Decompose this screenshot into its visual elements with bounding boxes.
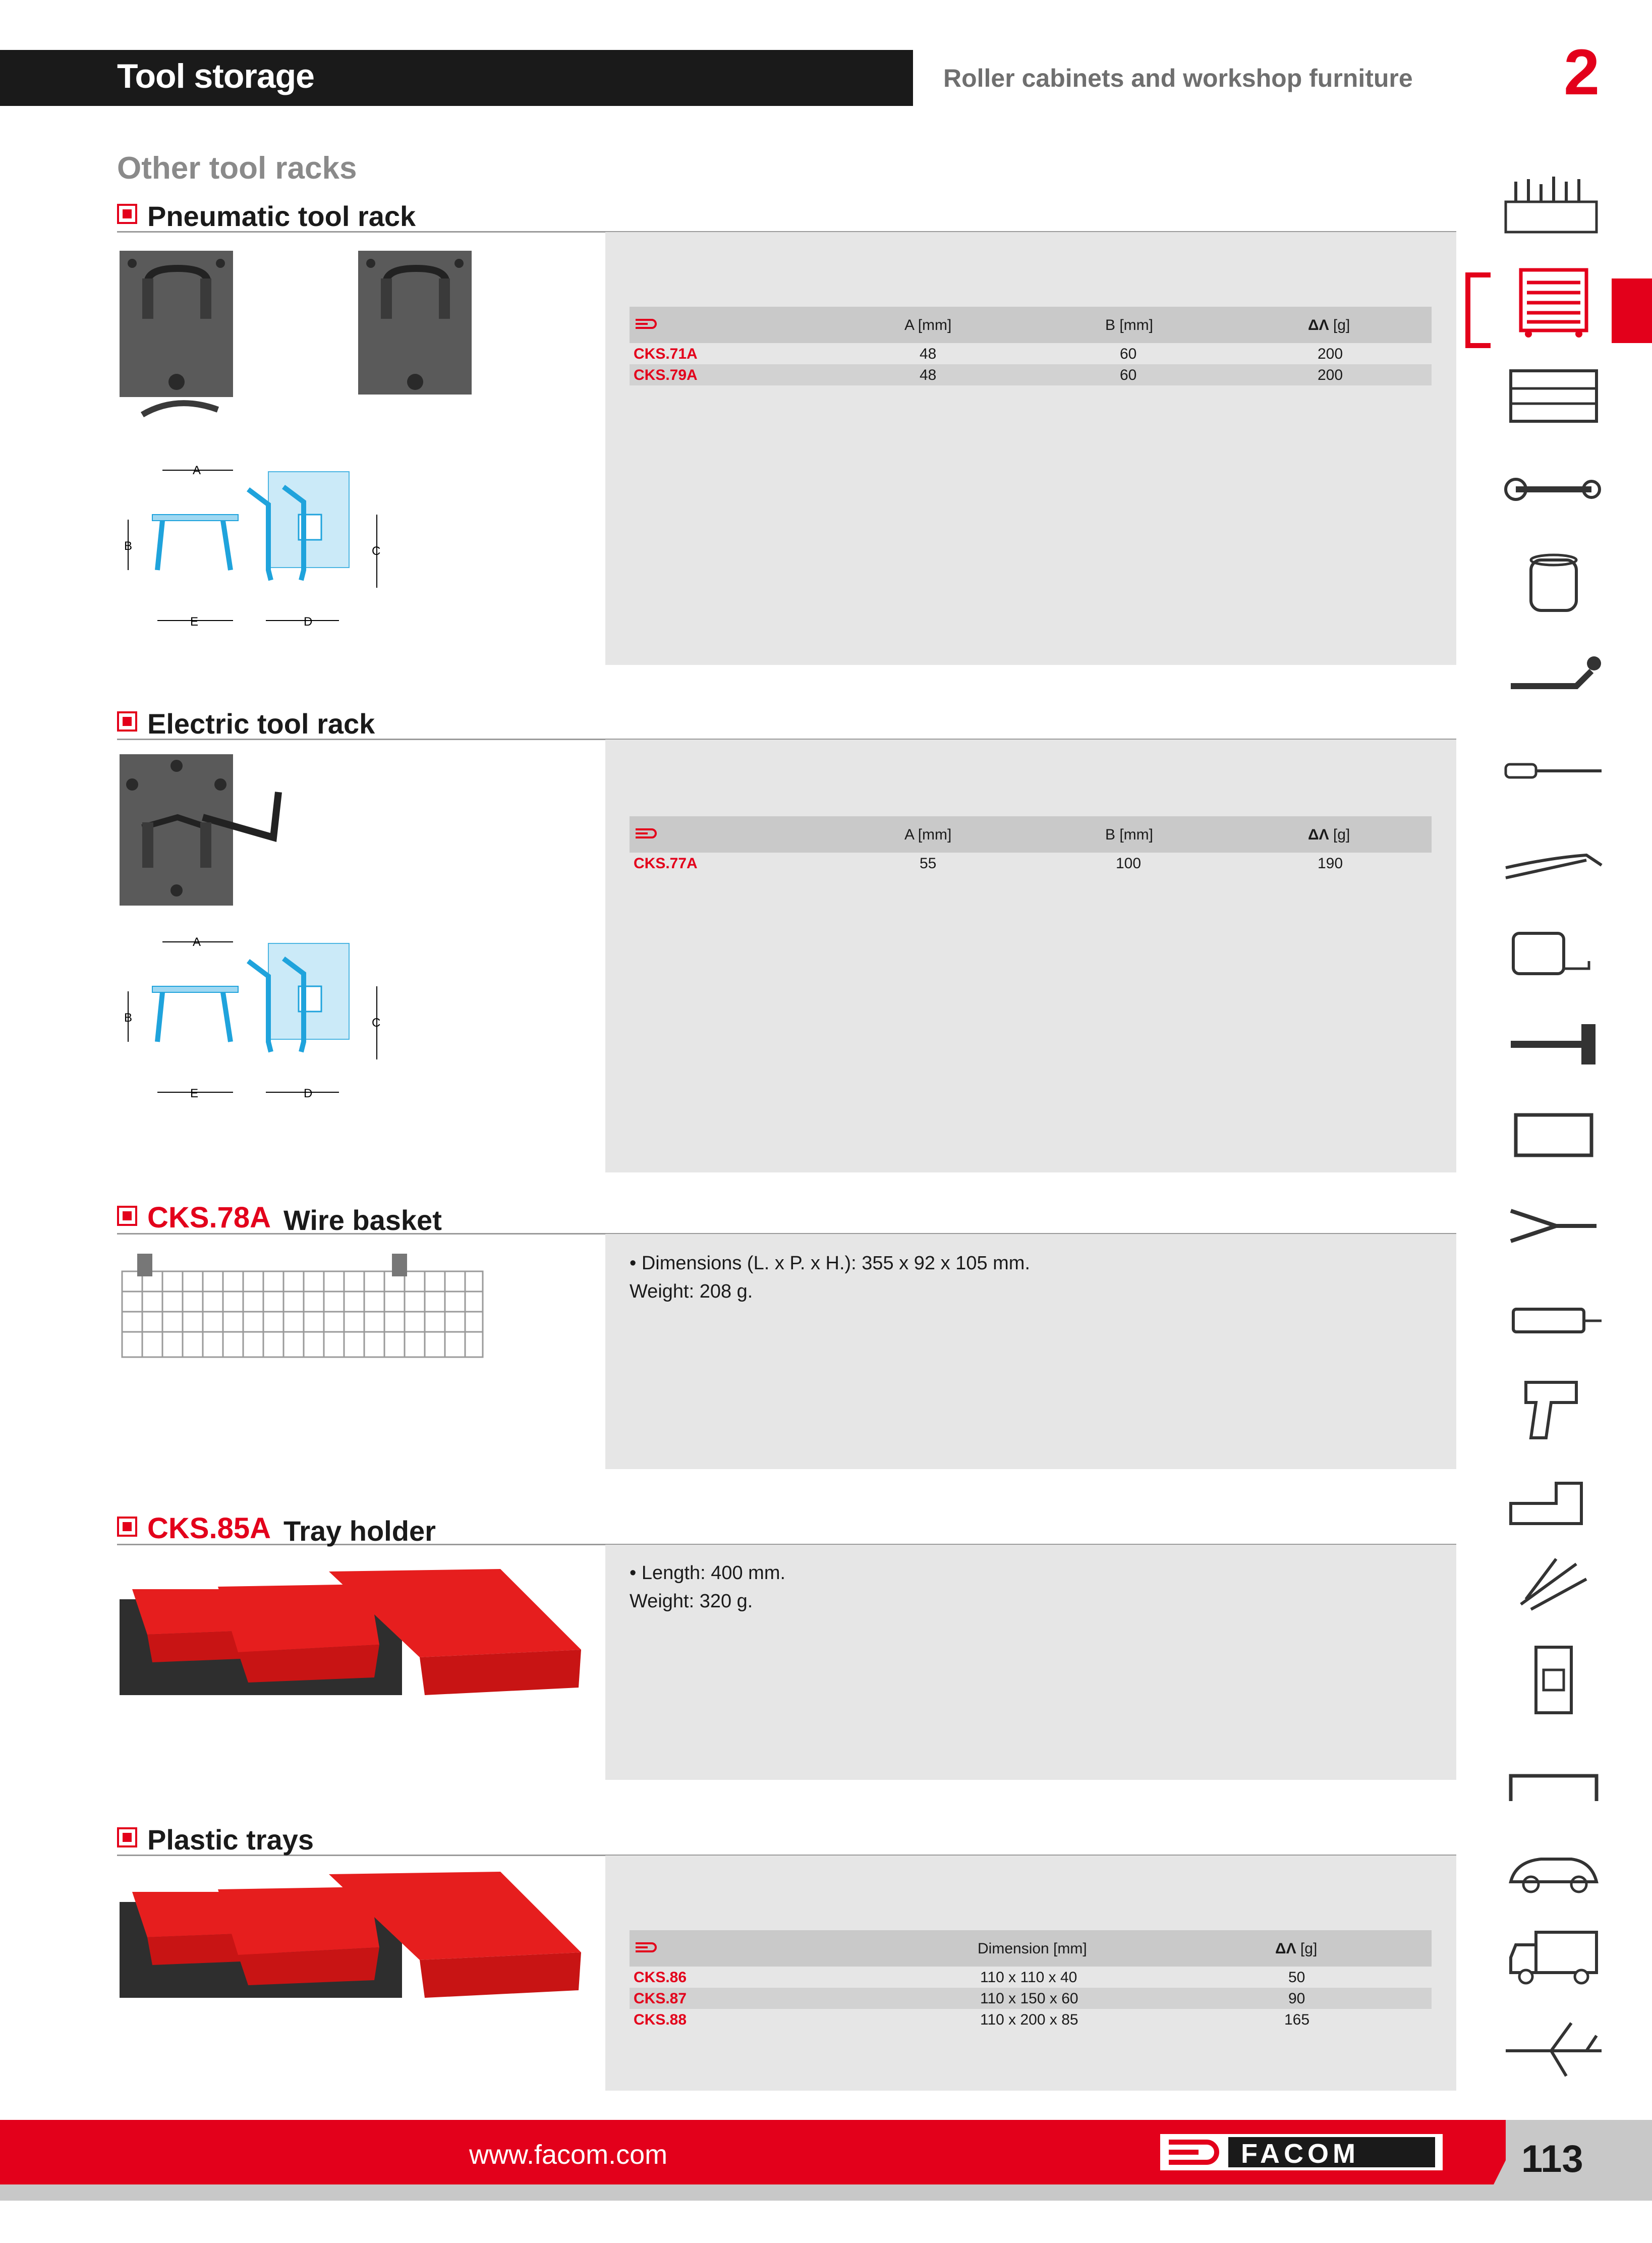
col-header-dimension: Dimension [mm] bbox=[978, 1940, 1087, 1957]
col-header-a: A [mm] bbox=[904, 317, 952, 333]
cell-b: 100 bbox=[1116, 855, 1142, 872]
product-code: CKS.85A bbox=[147, 1512, 271, 1545]
product-code: CKS.78A bbox=[147, 1201, 271, 1234]
footer-gray-strip bbox=[0, 2184, 1506, 2201]
table-row bbox=[630, 853, 1432, 874]
chapter-number: 2 bbox=[1564, 36, 1600, 108]
impact-wrench-icon[interactable] bbox=[1501, 1372, 1607, 1443]
section-heading-title: Plastic trays bbox=[147, 1824, 314, 1856]
weight-line: Weight: 320 g. bbox=[630, 1591, 753, 1612]
section-heading-electric bbox=[117, 706, 1456, 740]
tester-icon[interactable] bbox=[1501, 1286, 1607, 1357]
cell-a: 55 bbox=[920, 855, 937, 872]
cell-weight: 90 bbox=[1288, 1990, 1305, 2007]
section-heading-pneumatic bbox=[117, 199, 1456, 233]
weight-scale-icon: ΔΛ bbox=[1308, 317, 1329, 333]
dim-label-d: D bbox=[304, 615, 313, 629]
section-heading-plastic-trays bbox=[117, 1822, 1456, 1856]
section-marker-icon bbox=[117, 1517, 137, 1537]
section-marker-icon bbox=[117, 204, 137, 224]
pliers-icon[interactable] bbox=[1501, 827, 1607, 898]
page-title: Tool storage bbox=[117, 57, 314, 95]
section-heading-title: Pneumatic tool rack bbox=[147, 200, 416, 232]
section-marker-icon bbox=[117, 711, 137, 732]
brand-box bbox=[1228, 2137, 1435, 2167]
col-header-b: B [mm] bbox=[1105, 826, 1153, 843]
facom-logo-icon bbox=[635, 318, 658, 330]
section-heading-tray-holder bbox=[117, 1511, 1456, 1545]
handle-icon[interactable] bbox=[1501, 1746, 1607, 1816]
page-subtitle: Roller cabinets and workshop furniture bbox=[943, 64, 1413, 92]
cell-dimension: 110 x 200 x 85 bbox=[980, 2011, 1078, 2028]
facom-logo-icon bbox=[635, 827, 658, 839]
page-number: 113 bbox=[1521, 2138, 1583, 2180]
cell-ref: CKS.87 bbox=[634, 1990, 687, 2007]
col-header-weight: ΔΛ [g] bbox=[1308, 826, 1350, 843]
wire-basket-photo bbox=[117, 1251, 490, 1367]
dim-label-c: C bbox=[372, 1016, 381, 1030]
cell-weight: 50 bbox=[1288, 1969, 1305, 1986]
dim-label-a: A bbox=[193, 464, 201, 477]
cell-ref: CKS.79A bbox=[634, 367, 698, 383]
pneumatic-panel bbox=[605, 232, 1456, 665]
active-section-bracket bbox=[1465, 272, 1491, 348]
cell-a: 48 bbox=[920, 367, 937, 383]
pneumatic-table bbox=[630, 307, 1432, 385]
hammer-icon[interactable] bbox=[1501, 1009, 1607, 1080]
section-heading-title: Electric tool rack bbox=[147, 708, 375, 740]
table-row bbox=[630, 1988, 1432, 2009]
table-row bbox=[630, 2009, 1432, 2030]
roller-cabinet-icon[interactable] bbox=[1501, 267, 1607, 338]
pneumatic-dimension-diagram bbox=[117, 459, 400, 636]
length-line: • Length: 400 mm. bbox=[630, 1562, 786, 1584]
electric-panel bbox=[605, 740, 1456, 1172]
facom-logo-icon bbox=[1166, 2138, 1222, 2166]
table-row bbox=[630, 343, 1432, 364]
dim-label-e: E bbox=[190, 1087, 199, 1100]
wire-basket-description bbox=[630, 1249, 1030, 1306]
section-heading-wire-basket bbox=[117, 1201, 1456, 1235]
dim-label-b: B bbox=[124, 539, 133, 553]
table-row bbox=[630, 364, 1432, 385]
tray-holder-description bbox=[630, 1559, 785, 1615]
col-header-weight: ΔΛ [g] bbox=[1308, 317, 1350, 333]
pneumatic-rack-photo-2 bbox=[356, 248, 477, 400]
dim-label-c: C bbox=[372, 544, 381, 558]
dim-label-e: E bbox=[190, 615, 199, 629]
section-marker-icon bbox=[117, 1206, 137, 1226]
section-marker-icon bbox=[117, 1827, 137, 1847]
tool-box-icon[interactable] bbox=[1501, 172, 1607, 242]
cell-ref: CKS.71A bbox=[634, 346, 698, 362]
airplane-icon[interactable] bbox=[1501, 2013, 1607, 2084]
tray-holder-photo bbox=[117, 1564, 591, 1715]
cell-ref: CKS.86 bbox=[634, 1969, 687, 1986]
cell-weight: 165 bbox=[1284, 2011, 1310, 2028]
section-heading-title: Wire basket bbox=[283, 1204, 442, 1236]
electric-table bbox=[630, 816, 1432, 874]
section-title: Other tool racks bbox=[117, 151, 357, 186]
weight-line: Weight: 208 g. bbox=[630, 1281, 753, 1302]
col-header-weight: ΔΛ [g] bbox=[1275, 1940, 1318, 1957]
weight-scale-icon: ΔΛ bbox=[1275, 1940, 1296, 1957]
cell-ref: CKS.88 bbox=[634, 2011, 687, 2028]
cell-ref: CKS.77A bbox=[634, 855, 698, 872]
section-heading-title: Tray holder bbox=[283, 1515, 436, 1547]
pneumatic-rack-photo bbox=[117, 248, 238, 420]
drawer-icon[interactable] bbox=[1501, 361, 1607, 431]
table-header bbox=[630, 307, 1432, 343]
dim-label-b: B bbox=[124, 1011, 133, 1025]
vise-icon[interactable] bbox=[1501, 1468, 1607, 1539]
dim-label-a: A bbox=[193, 935, 201, 949]
truck-icon[interactable] bbox=[1501, 1922, 1607, 1993]
hacksaw-icon[interactable] bbox=[1501, 1100, 1607, 1170]
electric-rack-photo bbox=[117, 752, 289, 913]
cell-b: 60 bbox=[1120, 367, 1137, 383]
col-header-a: A [mm] bbox=[904, 826, 952, 843]
cell-b: 60 bbox=[1120, 346, 1137, 362]
socket-icon[interactable] bbox=[1501, 550, 1607, 621]
ratchet-icon[interactable] bbox=[1501, 641, 1607, 711]
brand-name: FACOM bbox=[1241, 2139, 1359, 2169]
cell-a: 48 bbox=[920, 346, 937, 362]
cell-weight: 200 bbox=[1318, 346, 1343, 362]
table-header bbox=[630, 816, 1432, 853]
wrench-icon[interactable] bbox=[1501, 459, 1607, 530]
cell-weight: 200 bbox=[1318, 367, 1343, 383]
cell-weight: 190 bbox=[1318, 855, 1343, 872]
table-row bbox=[630, 1967, 1432, 1988]
plastic-trays-table bbox=[630, 1930, 1432, 2030]
chapter-tab[interactable] bbox=[1612, 278, 1652, 343]
table-header bbox=[630, 1930, 1432, 1967]
cell-dimension: 110 x 110 x 40 bbox=[980, 1969, 1077, 1986]
tape-measure-icon[interactable] bbox=[1501, 918, 1607, 989]
circuit-breaker-icon[interactable] bbox=[1501, 1645, 1607, 1715]
weight-scale-icon: ΔΛ bbox=[1308, 826, 1329, 843]
dimensions-line: • Dimensions (L. x P. x H.): 355 x 92 x 105 mm. bbox=[630, 1253, 1031, 1274]
plastic-trays-photo bbox=[117, 1867, 591, 2018]
facom-logo-icon bbox=[635, 1941, 658, 1953]
cell-dimension: 110 x 150 x 60 bbox=[980, 1990, 1078, 2007]
safety-icon[interactable] bbox=[1501, 1554, 1607, 1624]
electric-dimension-diagram bbox=[117, 931, 400, 1107]
screwdriver-icon[interactable] bbox=[1501, 737, 1607, 807]
facom-logo bbox=[1160, 2134, 1443, 2170]
dim-label-d: D bbox=[304, 1087, 313, 1100]
col-header-b: B [mm] bbox=[1105, 317, 1153, 333]
car-icon[interactable] bbox=[1501, 1836, 1607, 1907]
puller-icon[interactable] bbox=[1501, 1191, 1607, 1261]
website-link[interactable]: www.facom.com bbox=[469, 2140, 668, 2170]
